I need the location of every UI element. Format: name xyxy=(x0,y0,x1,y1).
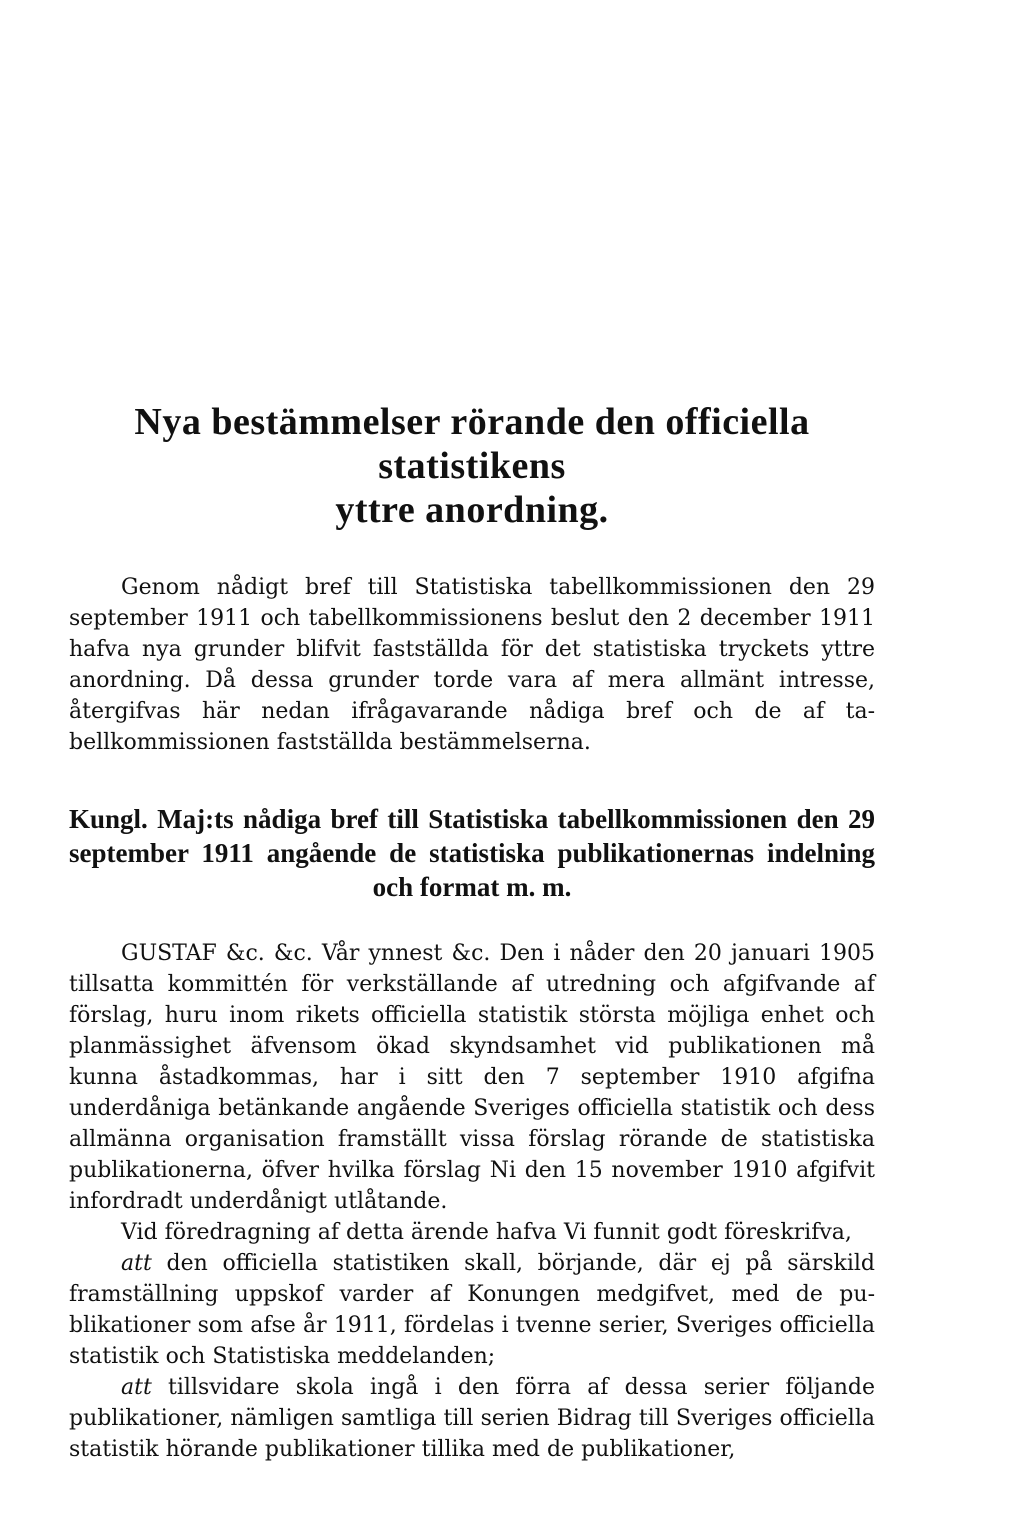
body-paragraph xyxy=(69,938,875,1217)
paragraph-lead: att xyxy=(121,1375,152,1400)
paragraph-text: tillsvidare skola ingå i den förra af dessa serier följande publikationer, nämligen samtliga till serien Bidrag till Sveriges officiella statistik hörande publikationer tillika med de publikationer, xyxy=(69,1375,875,1462)
paragraph-text: den officiella statistiken skall, börjande, där ej på särskild framställning uppskof varder af Konungen medgifvet, med de publikationer som afse år 1911, fördelas i tvenne serier, Sveriges officiella statistik och Statistiska meddelanden; xyxy=(69,1251,875,1369)
body-paragraph xyxy=(69,1372,875,1465)
intro-paragraph: Genom nådigt bref till Statistiska tabellkommissionen den 29 september 1911 och tabellkommissionens beslut den 2 december 1911 hafva nya grunder blifvit fastställda för det statistiska tryckets yttre anordning. Då dessa grunder torde vara af mera allmänt intresse, återgifvas här nedan ifrågavarande nådiga bref och de af tabellkommissionen fastställda bestämmelserna. xyxy=(69,575,875,755)
letter-heading: Kungl. Maj:ts nådiga bref till Statistiska tabellkommissionen den 29 september 1911 angående de statistiska publikationernas indelning och format m. m. xyxy=(69,804,875,902)
page-title xyxy=(69,400,875,532)
document-page xyxy=(69,400,875,1465)
paragraph-text: GUSTAF &c. &c. Vår ynnest &c. Den i nåder den 20 januari 1905 tillsatta kommittén för verkställande af utredning och afgifvande af förslag, huru inom rikets officiella statistik största möjliga enhet och planmässighet äfvensom ökad skyndsamhet vid publikationen må kunna åstadkommas, har i sitt den 7 september 1910 afgifna underdåniga betänkande angående Sveriges officiella statistik och dess allmänna organisation framställt vissa förslag rörande de statistiska publikationerna, öfver hvilka förslag Ni den 15 november 1910 afgifvit infordradt underdånigt utlåtande. xyxy=(69,941,875,1214)
title-line-1: Nya bestämmelser rörande den officiella statistikens xyxy=(134,401,810,487)
title-line-2: yttre anordning. xyxy=(335,489,609,531)
body-paragraph xyxy=(69,1248,875,1372)
paragraph-lead: att xyxy=(121,1251,152,1276)
paragraph-text: Vid föredragning af detta ärende hafva Vi funnit godt föreskrifva, xyxy=(121,1220,852,1245)
body-paragraph xyxy=(69,1217,875,1248)
